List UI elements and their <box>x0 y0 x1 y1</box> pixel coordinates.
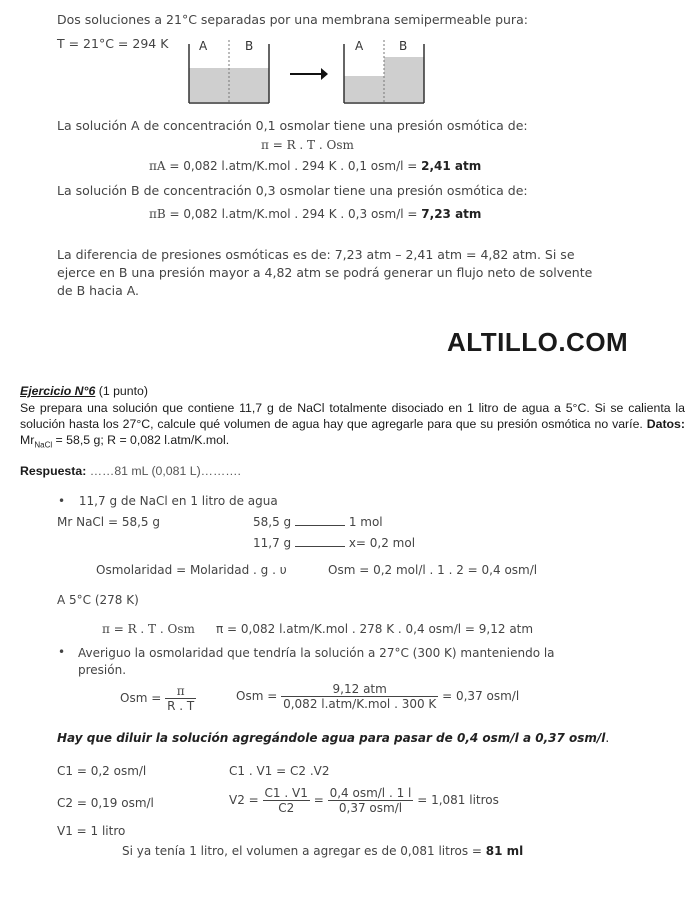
exercise-title: Ejercicio N°6 <box>20 384 96 398</box>
v2-equation: V2 = $\frac{C1 . V1}{C2}$ = $\frac{\text{0,4 osm/l . 1 l}}{\text{0,37 osm/l}}$ = 1,081 litros <box>229 786 499 815</box>
dilute-note-text: Hay que diluir la solución agregándole agua para pasar de 0,4 osm/l a 0,37 osm/l <box>57 731 606 745</box>
prop1-left: 58,5 g <box>253 515 292 529</box>
final-text: Si ya tenía 1 litro, el volumen a agregar es de 0,081 litros = <box>122 844 486 858</box>
beaker2-label-b: B <box>399 39 408 53</box>
bullet-icon: • <box>58 494 66 508</box>
bullet1-text: 11,7 g de NaCl en 1 litro de agua <box>78 494 278 508</box>
answer-value: ……81 mL (0,081 L)………. <box>89 464 241 478</box>
statement-part3: = 58,5 g; R = 0,082 l.atm/K.mol. <box>52 433 230 447</box>
beaker2-label-a: A <box>355 39 364 53</box>
arrow-icon <box>290 68 328 80</box>
v2-frac1-den: C2 <box>278 801 295 815</box>
pi-b-calc: = 0,082 l.atm/K.mol . 294 K . 0,3 osm/l = <box>169 207 422 221</box>
pi-b-symbol: πB <box>149 207 166 221</box>
altillo-logo: ALTILLO.COM <box>447 327 629 357</box>
v2-fraction-1 <box>263 786 310 815</box>
exercise-points: (1 punto) <box>95 384 148 398</box>
dilute-note: Hay que diluir la solución agregándole agua para pasar de 0,4 osm/l a 0,37 osm/l. <box>57 731 610 745</box>
v1-value: V1 = 1 litro <box>57 824 126 838</box>
prop2-right: x= 0,2 mol <box>348 536 416 550</box>
osmotic-pressure-formula: π = R . T . Osm <box>261 138 354 152</box>
pi-calculation: π = 0,082 l.atm/K.mol . 278 K . 0,4 osm/l = 9,12 atm <box>216 622 534 636</box>
proportion-line1 <box>253 515 383 529</box>
intro-text: Dos soluciones a 21°C separadas por una membrana semipermeable pura: <box>57 12 528 27</box>
v2-frac2-den: 0,37 osm/l <box>338 801 403 815</box>
pi-b-equation <box>149 207 481 221</box>
statement-part1: Se prepara una solución que contiene 11,7 g de NaCl totalmente disociado en 1 litro de agua a 5°C. Si se calienta la solución hasta los 27°C, calcule qué volumen de agua hay que agregarle para que su presión osmótica no varíe. <box>20 401 685 431</box>
formula-2: π = R . T . Osm <box>102 622 195 636</box>
osm-calculation: Osm = 0,2 mol/l . 1 . 2 = 0,4 osm/l <box>328 563 538 577</box>
bullet2-line1: Averiguo la osmolaridad que tendría la solución a 27°C (300 K) manteniendo la <box>78 646 555 660</box>
pi-a-equation <box>149 159 481 173</box>
blank-line <box>295 536 345 547</box>
temp-5c: A 5°C (278 K) <box>57 593 139 607</box>
difference-line3: de B hacia A. <box>57 283 140 298</box>
c1v1-formula: C1 . V1 = C2 .V2 <box>229 764 330 778</box>
bullet-item-2 <box>58 645 65 659</box>
bullet-item-1 <box>58 494 278 508</box>
pi-b-result: 7,23 atm <box>421 207 482 221</box>
v2-frac1-num: C1 . V1 <box>264 786 308 800</box>
difference-line1: La diferencia de presiones osmóticas es de: 7,23 atm – 2,41 atm = 4,82 atm. Si se <box>57 247 575 262</box>
mr-nacl: Mr NaCl = 58,5 g <box>57 515 160 529</box>
datos-label: Datos: <box>646 417 685 431</box>
pi-a-calc: = 0,082 l.atm/K.mol . 294 K . 0,1 osm/l = <box>169 159 422 173</box>
mr-subscript: NaCl <box>34 440 53 450</box>
bullet2-line2: presión. <box>78 663 127 677</box>
v2-rhs: = 1,081 litros <box>417 793 499 807</box>
final-answer <box>122 844 523 858</box>
pi-a-symbol: πA <box>149 159 166 173</box>
beaker1-label-a: A <box>199 39 208 53</box>
osm2-num: 9,12 atm <box>281 682 438 697</box>
answer-label: Respuesta: <box>20 464 87 478</box>
beaker1-label-b: B <box>245 39 254 53</box>
prop1-right: 1 mol <box>348 515 383 529</box>
v2-lhs: V2 = <box>229 793 259 807</box>
osm-eq-lhs: Osm = <box>120 691 162 705</box>
solution-a-text: La solución A de concentración 0,1 osmolar tiene una presión osmótica de: <box>57 118 528 133</box>
answer-line <box>20 464 241 478</box>
difference-line2: ejerce en B una presión mayor a 4,82 atm se podrá generar un flujo neto de solvente <box>57 265 593 280</box>
exercise-heading <box>20 384 148 398</box>
c2-value: C2 = 0,19 osm/l <box>57 796 154 810</box>
v2-fraction-2 <box>328 786 414 815</box>
pi-a-result: 2,41 atm <box>421 159 482 173</box>
solution-b-text: La solución B de concentración 0,3 osmolar tiene una presión osmótica de: <box>57 183 528 198</box>
statement-part2: Mr <box>20 433 35 447</box>
blank-line <box>295 515 345 526</box>
osm2-rhs: = 0,37 osm/l <box>442 689 520 703</box>
osmolaridad-definition: Osmolaridad = Molaridad . g . υ <box>96 563 287 577</box>
proportion-line2 <box>253 536 415 550</box>
osm2-den: 0,082 l.atm/K.mol . 300 K <box>283 697 437 711</box>
osm-equation <box>120 684 196 713</box>
exercise-statement <box>20 400 685 453</box>
c1-value: C1 = 0,2 osm/l <box>57 764 147 778</box>
osm2-fraction <box>281 682 438 711</box>
osm-eq-den: R . T <box>167 699 195 713</box>
osm-eq-num: π <box>165 684 196 699</box>
v2-frac2-num: 0,4 osm/l . 1 l <box>329 786 412 800</box>
bullet2-text <box>78 645 565 679</box>
bullet-icon: • <box>58 645 66 659</box>
final-bold: 81 ml <box>485 844 524 858</box>
temperature-text: T = 21°C = 294 K <box>57 36 169 51</box>
osmosis-diagram <box>185 36 475 108</box>
osm2-equation <box>236 682 519 711</box>
osm-eq-fraction <box>165 684 196 713</box>
prop2-left: 11,7 g <box>253 536 292 550</box>
osm2-lhs: Osm = <box>236 689 278 703</box>
